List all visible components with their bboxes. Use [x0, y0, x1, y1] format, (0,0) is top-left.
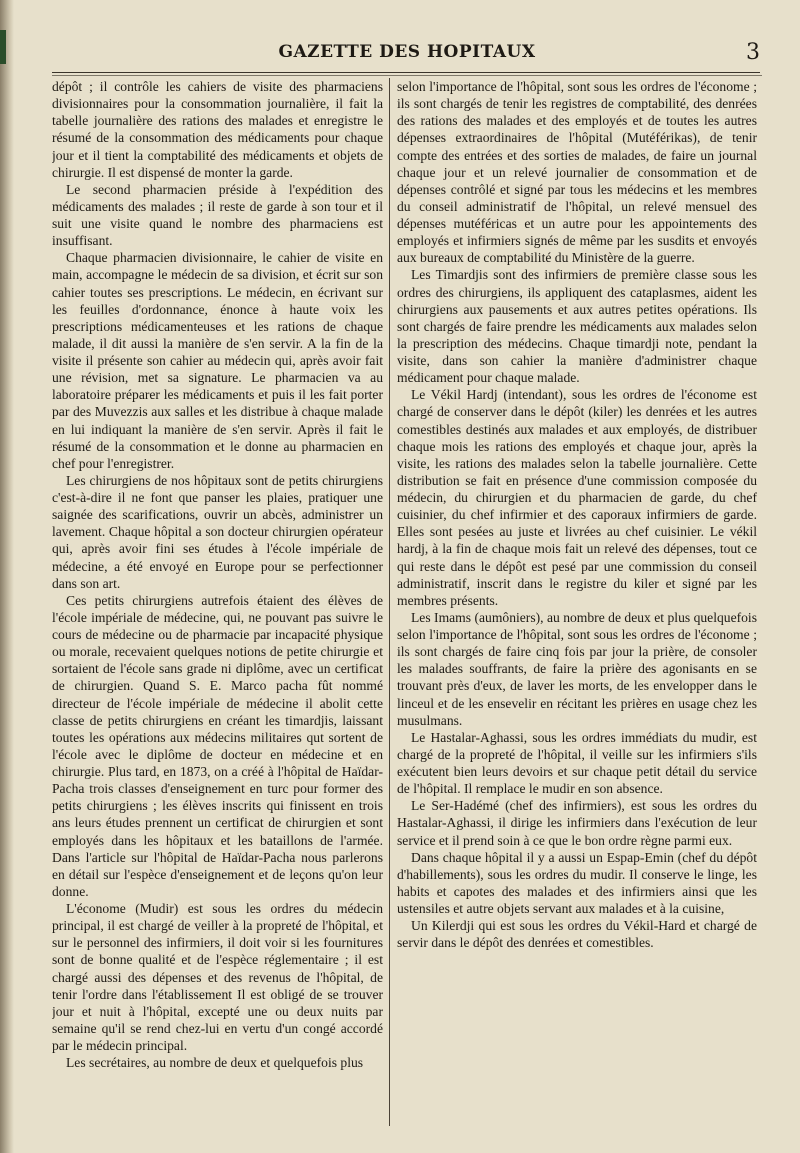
paragraph: Le Ser-Hadémé (chef des infirmiers), est sous les ordres du Hastalar-Aghassi, il dirige les infirmiers dans l'exécution de leur service et il prend soin à ce que le bon ordre règne parmi eux.	[397, 798, 757, 848]
paragraph: Chaque pharmacien divisionnaire, le cahier de visite en main, accompagne le médecin de sa division, et écrit sur son cahier toutes ses prescriptions. Le médecin, en écrivant sur les feuilles d'ordonnance, énonce à haute voix les prescriptions médicamenteuses et les rations de chaque malade, il dit aussi la manière de s'en servir. A la fin de la visite il présente son cahier au médecin qui, après avoir fait une révision, met sa signature. Le pharmacien va au laboratoire préparer les médicaments et puis il les fait porter par des Muvezzis aux salles et les distribue à chaque malade en lui indiquant la manière de s'en servir. Après il fait le résumé de la consommation et le donne au pharmacien en chef pour l'enregistrer.	[52, 250, 383, 471]
header-rule-secondary	[52, 75, 762, 76]
page-binding-edge	[0, 0, 14, 1153]
binding-tab	[0, 30, 6, 64]
paragraph: Les Imams (aumôniers), au nombre de deux et plus quelquefois selon l'importance de l'hôpital, sont sous les ordres de l'économe ; ils sont chargés de faire cinq fois par jour la prière, de consoler les malades souffrants, de faire la prière des agonisants en se trouvant près d'eux, de laver les morts, de les envelopper dans le linceul et de les ensevelir en récitant les prières en usage chez les musulmans.	[397, 609, 757, 728]
paragraph: L'économe (Mudir) est sous les ordres du médecin principal, il est chargé de veiller à la propreté de l'hôpital, et sur le personnel des infirmiers, il doit voir si les fournitures sont de bonne qualité et de l'espèce réglementaire ; il est chargé aussi des dépenses et des revenus de l'hôpital, de tenir l'ordre dans l'établissement Il est obligé de se trouver jour et nuit à l'hôpital, excepté une ou deux nuits par semaine qu'il se rend chez-lui en vertu d'un congé accordé par le médecin principal.	[52, 901, 383, 1053]
paragraph: Le second pharmacien préside à l'expédition des médicaments des malades ; il reste de garde à son tour et il suit une visite quand le nombre des pharmaciens est insuffisant.	[52, 181, 383, 249]
right-column	[397, 78, 757, 1130]
paragraph: Le Vékil Hardj (intendant), sous les ordres de l'économe est chargé de conserver dans le dépôt (kiler) les denrées et les autres comestibles destinés aux malades et aux employés, de distribuer chaque mois les rations des employés et chaque jour, après la visite, les rations des malades selon la tabelle journalière. Cette distribution se fait en présence d'une commission composée du médecin, du chirurgien et du pharmacien de garde, du chef cuisinier, du chef infirmier et des caporaux infirmiers de garde. Elles sont pesées au juste et livrées au chef cuisinier. Le vékil hardj, à la fin de chaque mois fait un relevé des dépenses, tout ce qui reste dans le dépôt est pesé par une commission du conseil administratif, inscrit dans le registre du kiler et signé par les membres présents.	[397, 387, 757, 608]
header-rule	[52, 72, 760, 73]
paragraph: Dans chaque hôpital il y a aussi un Espap-Emin (chef du dépôt d'habillements), sous les ordres du mudir. Il conserve le linge, les habits et capotes des malades et des infirmiers ainsi que les ustensiles et autre objets servant aux malades et à la cuisine,	[397, 849, 757, 916]
paragraph: Un Kilerdji qui est sous les ordres du Vékil-Hard et chargé de servir dans le dépôt des denrées et comestibles.	[397, 918, 757, 951]
paragraph: selon l'importance de l'hôpital, sont sous les ordres de l'économe ; ils sont chargés de tenir les registres de comptabilité, des denrées des rations des malades et des employés et de toutes les autres dépenses extraordinaires de l'hôpital (Mutéférikas), de tenir compte des entrées et des sorties de malades, de faire un journal chaque jour et un relevé journalier de consommation et de dépenses contrôlé et signé par tous les médecins et les membres du conseil administratif de l'hôpital, un relevé mensuel des dépenses mutéféricas et un autre pour les appointements des employés et infirmiers signés de même par les susdits et envoyés aux bureaux de comptabilité du Ministère de la guerre.	[397, 79, 757, 266]
paragraph: dépôt ; il contrôle les cahiers de visite des pharmaciens divisionnaires pour la consommation journalière, il fait la tabelle journalière des rations des malades et enregistre le résumé de la consommation des médicaments pour chaque jour et il tient la comptabilité des médicaments et objets de chirurgie. Il est dispensé de monter la garde.	[52, 79, 383, 180]
left-column	[52, 78, 383, 1130]
paragraph: Les Timardjis sont des infirmiers de première classe sous les ordres des chirurgiens, ils appliquent des cataplasmes, aident les chirurgiens aux pausements et aux autres petites opérations. Ils sont chargés de faire prendre les médicaments aux malades selon la prescription des médecins. Chaque timardji note, pendant la visite, dans son cahier la manière d'administrer chaque médicament pour chaque malade.	[397, 267, 757, 386]
paragraph: Les chirurgiens de nos hôpitaux sont de petits chirurgiens c'est-à-dire il ne font que panser les plaies, pratiquer une saignée des scarifications, ouvrir un abcès, administrer un lavement. Chaque hôpital a son docteur chirurgien opérateur qui, après avoir fini ses études à l'école impériale de médecine, a été envoyé en Europe pour se perfectionner dans son art.	[52, 472, 383, 591]
paragraph: Le Hastalar-Aghassi, sous les ordres immédiats du mudir, est chargé de la propreté de l'hôpital, il veille sur les infirmiers s'ils exécutent bien leurs devoirs et sur chaque petit détail du service de l'hôpital. Il remplace le mudir en son absence.	[397, 729, 757, 797]
page-header	[52, 40, 762, 70]
column-divider	[389, 78, 390, 1126]
page-number: 3	[746, 40, 760, 65]
paragraph: Les secrétaires, au nombre de deux et quelquefois plus	[66, 1055, 364, 1071]
publication-title: GAZETTE DES HOPITAUX	[278, 42, 536, 62]
paragraph: Ces petits chirurgiens autrefois étaient des élèves de l'école impériale de médecine, qui, ne pouvant pas suivre le cours de médecine ou de pharmacie par incapacité physique ou morale, recevaient quelques notions de petite chirurgie et sortaient de l'école sans grade ni diplôme, avec un certificat de chirurgien. Quand S. E. Marco pacha fût nommé directeur de l'école impériale de médecine il abolit cette classe de petits chirurgiens en créant les timardjis, laissant toutes les opérations aux médecins militaires qut sortent de l'école avec le diplôme de docteur en médecine et en chirurgie. Plus tard, en 1873, on a créé à l'hôpital de Haïdar-Pacha trois classes d'enseignement en turc pour former des petits chirurgiens ; les élèves inscrits qui finissent en trois ans leurs études prennent un certificat de chirurgien et sont employés dans les hôpitaux et les bataillons de l'armée. Dans l'article sur l'hôpital de Haïdar-Pacha nous parlerons en détail sur l'espèce d'enseignement et de leçons qu'on leur donne.	[52, 592, 383, 899]
